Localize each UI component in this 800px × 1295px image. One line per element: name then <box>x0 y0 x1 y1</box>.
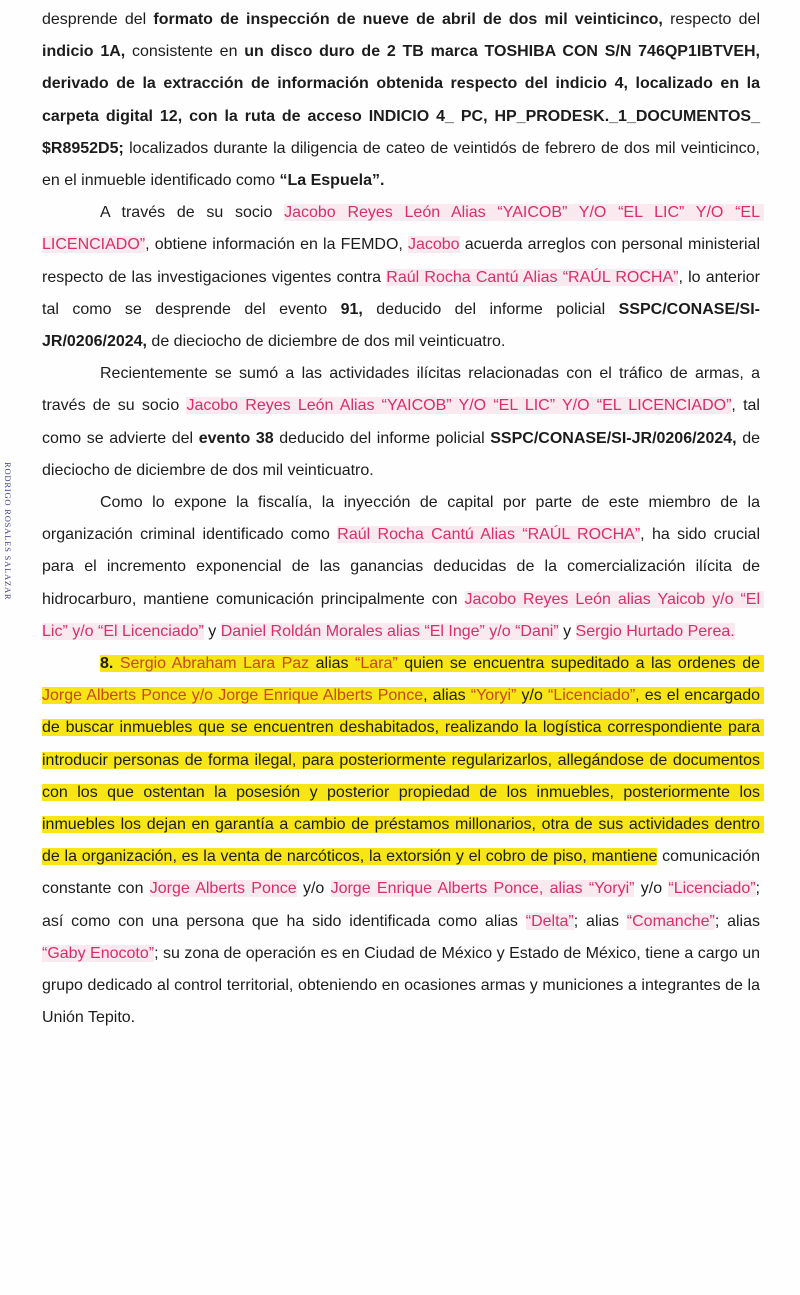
highlighted-run: 8. <box>100 655 120 673</box>
text-run: deducido del informe policial <box>273 429 491 447</box>
text-run: formato de inspección de nueve de abril de dos mil veinticinco, <box>153 11 663 28</box>
name-emphasis-run: “Delta” <box>525 912 574 930</box>
text-run: Como lo expone la fiscalía, la inyección de capital por parte de este miembro de la organización criminal identificado como <box>42 494 765 544</box>
name-emphasis-run: Raúl Rocha Cantú Alias “RAÚL ROCHA” <box>386 268 679 286</box>
text-run: indicio 1A, <box>42 43 126 61</box>
text-run: respecto del <box>662 11 765 28</box>
paragraph <box>42 648 765 1034</box>
text-run: 91, <box>340 300 363 318</box>
name-emphasis-run: Jacobo Reyes León alias Yaicob y/o “El Lic” y/o “El Licenciado” <box>42 590 765 640</box>
name-emphasis-run: Jacobo <box>407 236 460 254</box>
text-run: , lo anterior tal como se desprende del evento <box>42 268 765 318</box>
text-run: SSPC/CONASE/SI-JR/0206/2024, <box>42 300 760 351</box>
highlighted-run: y/o <box>516 687 549 705</box>
highlighted-run: alias <box>309 655 356 673</box>
name-emphasis-run: Jorge Alberts Ponce y/o Jorge Enrique Alberts Ponce <box>42 687 424 705</box>
name-emphasis-run: Sergio Abraham Lara Paz <box>119 655 310 673</box>
text-run: y <box>203 622 221 640</box>
text-run: desprende del <box>42 11 154 28</box>
text-run: deducido del informe policial <box>362 300 619 318</box>
name-emphasis-run: Jacobo Reyes León Alias “YAICOB” Y/O “EL LIC” Y/O “EL LICENCIADO” <box>42 204 765 254</box>
name-emphasis-run: Daniel Roldán Morales alias “El Inge” y/o “Dani” <box>220 622 559 640</box>
name-emphasis-run: “Comanche” <box>626 912 715 930</box>
text-run: ; alias <box>573 912 627 930</box>
document-body <box>42 4 765 1035</box>
text-run: , tal como se advierte del <box>42 397 765 447</box>
text-run: , obtiene información en la FEMDO, <box>145 236 408 254</box>
highlighted-run: quien se encuentra supeditado a las ordenes de <box>397 655 765 673</box>
text-run: ; su zona de operación es en Ciudad de México y Estado de México, tiene a cargo un grupo dedicado al control territorial, obteniendo en ocasiones armas y municiones a integrantes de la Unión Tepito. <box>42 944 765 1027</box>
name-emphasis-run: “Licenciado” <box>548 687 636 705</box>
text-run: de dieciocho de diciembre de dos mil veinticuatro. <box>42 429 765 479</box>
name-emphasis-run: Jacobo Reyes León Alias “YAICOB” Y/O “EL LIC” Y/O “EL LICENCIADO” <box>186 397 732 415</box>
name-emphasis-run: Sergio Hurtado Perea. <box>575 622 735 640</box>
highlighted-run: , es el encargado de buscar inmuebles que se encuentren deshabitados, realizando la logística correspondiente para introducir personas de forma ilegal, para posteriormente regularizarlos, allegándose de documentos con los que ostentan la posesión y posterior propiedad de los inmuebles, posteriormente los inmuebles los dejan en garantía a cambio de préstamos millonarios, otra de sus actividades dentro de la organización, es la venta de narcóticos, la extorsión y el cobro de piso, mantiene <box>42 687 765 866</box>
paragraph <box>42 197 765 358</box>
name-emphasis-run: “Licenciado” <box>668 880 756 898</box>
text-run: localizados durante la diligencia de cateo de veintidós de febrero de dos mil veinticinco, en el inmueble identificado como <box>42 139 765 190</box>
text-run: , ha sido crucial para el incremento exponencial de las ganancias deducidas de la comercialización ilícita de hidrocarburo, mantiene comunicación principalmente con <box>42 526 765 608</box>
name-emphasis-run: Jorge Alberts Ponce <box>149 880 297 898</box>
text-run: evento 38 <box>198 429 274 447</box>
highlighted-run: , alias <box>423 687 471 705</box>
text-run: consistente en <box>125 43 245 61</box>
text-run: “La Espuela”. <box>279 172 385 190</box>
name-emphasis-run: “Yoryi” <box>470 687 517 705</box>
text-run: y/o <box>296 880 331 898</box>
name-emphasis-run: “Lara” <box>355 655 398 673</box>
text-run: ; alias <box>714 912 765 930</box>
text-run: comunicación constante con <box>42 848 765 898</box>
text-run: de dieciocho de diciembre de dos mil veinticuatro. <box>146 333 506 351</box>
name-emphasis-run: “Gaby Enocoto” <box>42 944 155 962</box>
text-run: ; así como con una persona que ha sido identificada como alias <box>42 880 765 930</box>
paragraph <box>42 358 765 487</box>
text-run: y <box>558 622 576 640</box>
paragraph <box>42 4 765 197</box>
text-run: SSPC/CONASE/SI-JR/0206/2024, <box>490 429 737 447</box>
margin-annotation: RODRIGO ROSALES SALAZAR <box>3 462 13 601</box>
text-run: y/o <box>634 880 669 898</box>
text-run: acuerda arreglos con personal ministerial respecto de las investigaciones vigentes contra <box>42 236 765 286</box>
text-run: A través de su socio <box>100 204 285 222</box>
name-emphasis-run: Raúl Rocha Cantú Alias “RAÚL ROCHA” <box>337 526 641 544</box>
text-run: Recientemente se sumó a las actividades ilícitas relacionadas con el tráfico de armas, a través de su socio <box>42 365 765 415</box>
name-emphasis-run: Jorge Enrique Alberts Ponce, alias “Yoryi” <box>330 880 635 898</box>
text-run: un disco duro de 2 TB marca TOSHIBA CON S/N 746QP1IBTVEH, derivado de la extracción de información obtenida respecto del indicio 4, localizado en la carpeta digital 12, con la ruta de acceso INDICIO 4_ PC, HP_PRODESK._1_DOCUMENTOS_ $R8952D5; <box>42 43 765 157</box>
paragraph <box>42 487 765 648</box>
